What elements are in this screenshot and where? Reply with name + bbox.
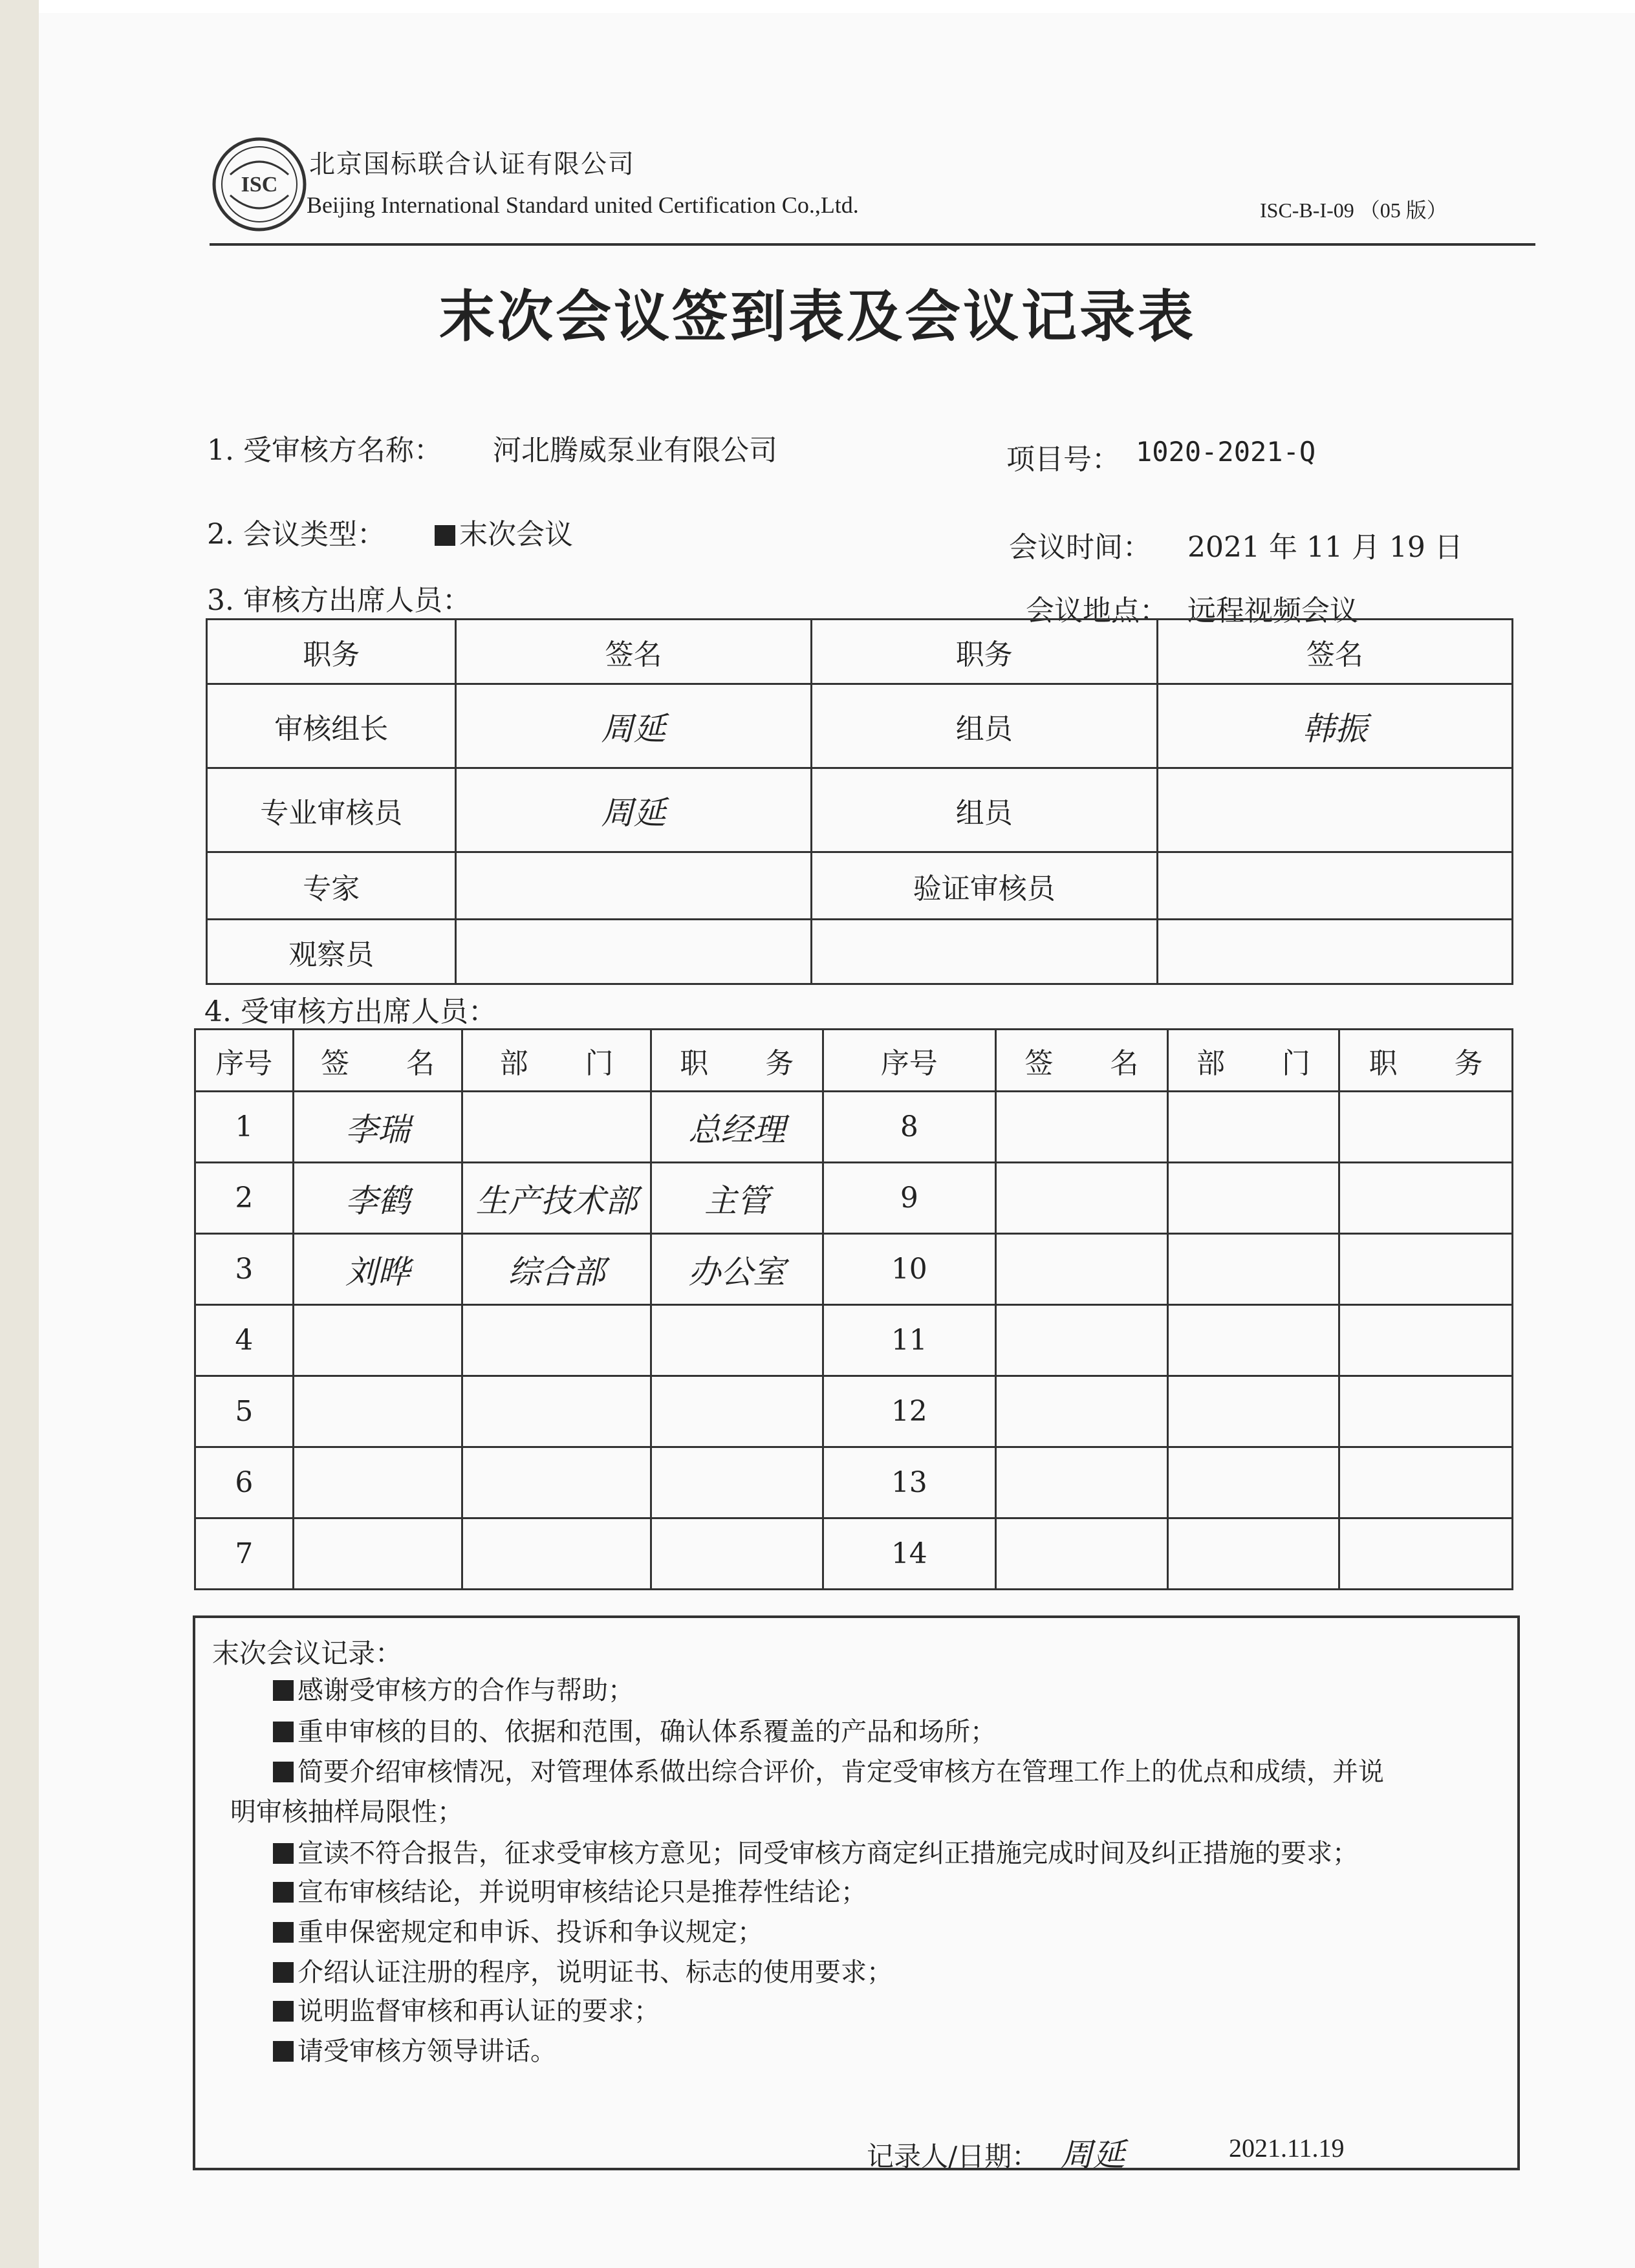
table-row [207, 920, 1513, 984]
note-item [273, 1952, 893, 1989]
isc-logo-icon [211, 136, 308, 233]
header-role: 职务 [207, 620, 456, 684]
signature-cell: 李鹤 [293, 1163, 462, 1234]
recorder-signature: 周延 [1060, 2136, 1125, 2174]
checked-box-icon [273, 1843, 294, 1864]
header-signature: 签 名 [996, 1030, 1168, 1092]
note-item [273, 1711, 996, 1748]
signature-cell: 韩振 [1157, 684, 1512, 768]
table-row [195, 1447, 1513, 1518]
index-cell: 13 [823, 1447, 995, 1518]
signature-cell: 周延 [456, 684, 811, 768]
auditor-section-label: 3. 审核方出席人员： [207, 584, 471, 617]
position-cell [1339, 1518, 1513, 1590]
checked-box-icon [273, 1962, 294, 1983]
department-cell: 综合部 [462, 1234, 651, 1305]
header-index: 序号 [195, 1030, 294, 1092]
meeting-record-box [193, 1615, 1520, 2170]
index-cell: 9 [823, 1163, 995, 1234]
signature-cell [996, 1376, 1168, 1447]
note-item [273, 2031, 556, 2068]
project-label: 项目号： [1006, 443, 1120, 476]
note-item-continued: 明审核抽样局限性； [230, 1797, 463, 1827]
auditee-section-label: 4. 受审核方出席人员： [204, 995, 497, 1028]
document-code: ISC-B-I-09 （05 版） [1260, 199, 1447, 222]
note-item [273, 1912, 763, 1949]
signature-cell [293, 1447, 462, 1518]
table-row [195, 1376, 1513, 1447]
position-cell: 办公室 [651, 1234, 823, 1305]
signature-cell [293, 1518, 462, 1590]
department-cell [1167, 1376, 1339, 1447]
header-signature: 签名 [1157, 620, 1512, 684]
position-cell: 总经理 [651, 1092, 823, 1163]
signature-cell [996, 1163, 1168, 1234]
header-signature: 签 名 [293, 1030, 462, 1092]
note-item [273, 1991, 660, 2027]
position-cell [1339, 1376, 1513, 1447]
header-position: 职 务 [1339, 1030, 1513, 1092]
signature-cell [1157, 852, 1512, 920]
company-name-cn: 北京国标联合认证有限公司 [309, 149, 635, 179]
meeting-type-label: 2. 会议类型： [207, 518, 385, 551]
auditee-label: 1. 受审核方名称： [207, 434, 442, 467]
signature-cell [996, 1447, 1168, 1518]
role-cell: 验证审核员 [811, 852, 1157, 920]
index-cell: 1 [195, 1092, 294, 1163]
company-name-en: Beijing International Standard united Certification Co.,Ltd. [307, 192, 859, 218]
checked-box-icon [273, 1922, 294, 1943]
index-cell: 12 [823, 1376, 995, 1447]
table-row [195, 1092, 1513, 1163]
position-cell [651, 1447, 823, 1518]
index-cell: 7 [195, 1518, 294, 1590]
role-cell [811, 920, 1157, 984]
table-row [207, 768, 1513, 852]
table-row [207, 684, 1513, 768]
department-cell [1167, 1163, 1339, 1234]
position-cell [651, 1376, 823, 1447]
recorder-field [867, 2129, 1125, 2176]
header-role: 职务 [811, 620, 1157, 684]
checked-box-icon [273, 1722, 294, 1742]
header-index: 序号 [823, 1030, 995, 1092]
role-cell: 组员 [811, 768, 1157, 852]
signature-cell [1157, 920, 1512, 984]
note-text: 感谢受审核方的合作与帮助； [298, 1676, 634, 1705]
auditee-value: 河北腾威泵业有限公司 [493, 434, 777, 467]
department-cell [1167, 1447, 1339, 1518]
table-row [195, 1518, 1513, 1590]
table-row [195, 1234, 1513, 1305]
position-cell: 主管 [651, 1163, 823, 1234]
checked-box-icon [273, 1680, 294, 1701]
signature-cell: 刘晔 [293, 1234, 462, 1305]
signature-cell [996, 1092, 1168, 1163]
meeting-place-value: 远程视频会议 [1187, 594, 1358, 627]
signature-cell: 周延 [456, 768, 811, 852]
note-text: 介绍认证注册的程序，说明证书、标志的使用要求； [298, 1958, 893, 1987]
signature-cell [996, 1234, 1168, 1305]
recorder-label: 记录人/日期： [867, 2141, 1039, 2172]
checked-box-icon [273, 1762, 294, 1782]
note-text: 简要介绍审核情况，对管理体系做出综合评价，肯定受审核方在管理工作上的优点和成绩，并说 [298, 1757, 1384, 1787]
index-cell: 5 [195, 1376, 294, 1447]
position-cell [651, 1518, 823, 1590]
note-text: 重申审核的目的、依据和范围，确认体系覆盖的产品和场所； [298, 1717, 996, 1747]
checked-box-icon [273, 2001, 294, 2022]
page-title: 末次会议签到表及会议记录表 [439, 284, 1196, 349]
index-cell: 3 [195, 1234, 294, 1305]
note-text: 宣读不符合报告，征求受审核方意见；同受审核方商定纠正措施完成时间及纠正措施的要求； [298, 1839, 1358, 1868]
position-cell [1339, 1305, 1513, 1376]
department-cell [1167, 1234, 1339, 1305]
index-cell: 2 [195, 1163, 294, 1234]
note-item [273, 1872, 867, 1908]
signature-cell [996, 1518, 1168, 1590]
position-cell [1339, 1447, 1513, 1518]
department-cell: 生产技术部 [462, 1163, 651, 1234]
role-cell: 组员 [811, 684, 1157, 768]
meeting-time-value: 2021 年 11 月 19 日 [1187, 531, 1463, 564]
note-item [273, 1751, 1384, 1788]
department-cell [1167, 1518, 1339, 1590]
auditor-attendance-table [206, 618, 1513, 985]
role-cell: 专业审核员 [207, 768, 456, 852]
meeting-type-value-wrap [435, 511, 573, 552]
signature-cell [456, 920, 811, 984]
table-row [207, 852, 1513, 920]
index-cell: 11 [823, 1305, 995, 1376]
position-cell [651, 1305, 823, 1376]
index-cell: 8 [823, 1092, 995, 1163]
index-cell: 6 [195, 1447, 294, 1518]
note-item [273, 1670, 634, 1707]
meeting-type-value: 末次会议 [459, 518, 573, 551]
index-cell: 4 [195, 1305, 294, 1376]
role-cell: 专家 [207, 852, 456, 920]
index-cell: 14 [823, 1518, 995, 1590]
department-cell [1167, 1092, 1339, 1163]
note-text: 说明监督审核和再认证的要求； [298, 1996, 660, 2026]
department-cell [462, 1305, 651, 1376]
header-signature: 签名 [456, 620, 811, 684]
meeting-record-title: 末次会议记录： [212, 1637, 403, 1669]
position-cell [1339, 1092, 1513, 1163]
department-cell [462, 1518, 651, 1590]
signature-cell [456, 852, 811, 920]
checked-box-icon [273, 1882, 294, 1903]
project-value: 1020-2021-Q [1136, 436, 1316, 468]
index-cell: 10 [823, 1234, 995, 1305]
department-cell [462, 1092, 651, 1163]
record-date: 2021.11.19 [1229, 2133, 1345, 2163]
role-cell: 观察员 [207, 920, 456, 984]
department-cell [462, 1447, 651, 1518]
note-text: 重申保密规定和申诉、投诉和争议规定； [298, 1917, 763, 1947]
auditee-attendance-table [194, 1028, 1513, 1590]
signature-cell [1157, 768, 1512, 852]
signature-cell [293, 1305, 462, 1376]
checked-box-icon [273, 2041, 294, 2062]
signature-cell: 李瑞 [293, 1092, 462, 1163]
signature-cell [293, 1376, 462, 1447]
header-department: 部 门 [462, 1030, 651, 1092]
note-text: 宣布审核结论，并说明审核结论只是推荐性结论； [298, 1877, 867, 1907]
role-cell: 审核组长 [207, 684, 456, 768]
checked-box-icon [435, 525, 455, 546]
department-cell [1167, 1305, 1339, 1376]
position-cell [1339, 1234, 1513, 1305]
logo-text: ISC [241, 173, 278, 197]
header-divider [210, 243, 1535, 246]
table-row [195, 1305, 1513, 1376]
signature-cell [996, 1305, 1168, 1376]
header-department: 部 门 [1167, 1030, 1339, 1092]
department-cell [462, 1376, 651, 1447]
meeting-time-label: 会议时间： [1009, 531, 1151, 564]
meeting-place-label: 会议地点： [1026, 594, 1168, 627]
header-position: 职 务 [651, 1030, 823, 1092]
note-text: 请受审核方领导讲话。 [298, 2036, 556, 2066]
position-cell [1339, 1163, 1513, 1234]
note-item [273, 1833, 1358, 1870]
table-row [195, 1163, 1513, 1234]
